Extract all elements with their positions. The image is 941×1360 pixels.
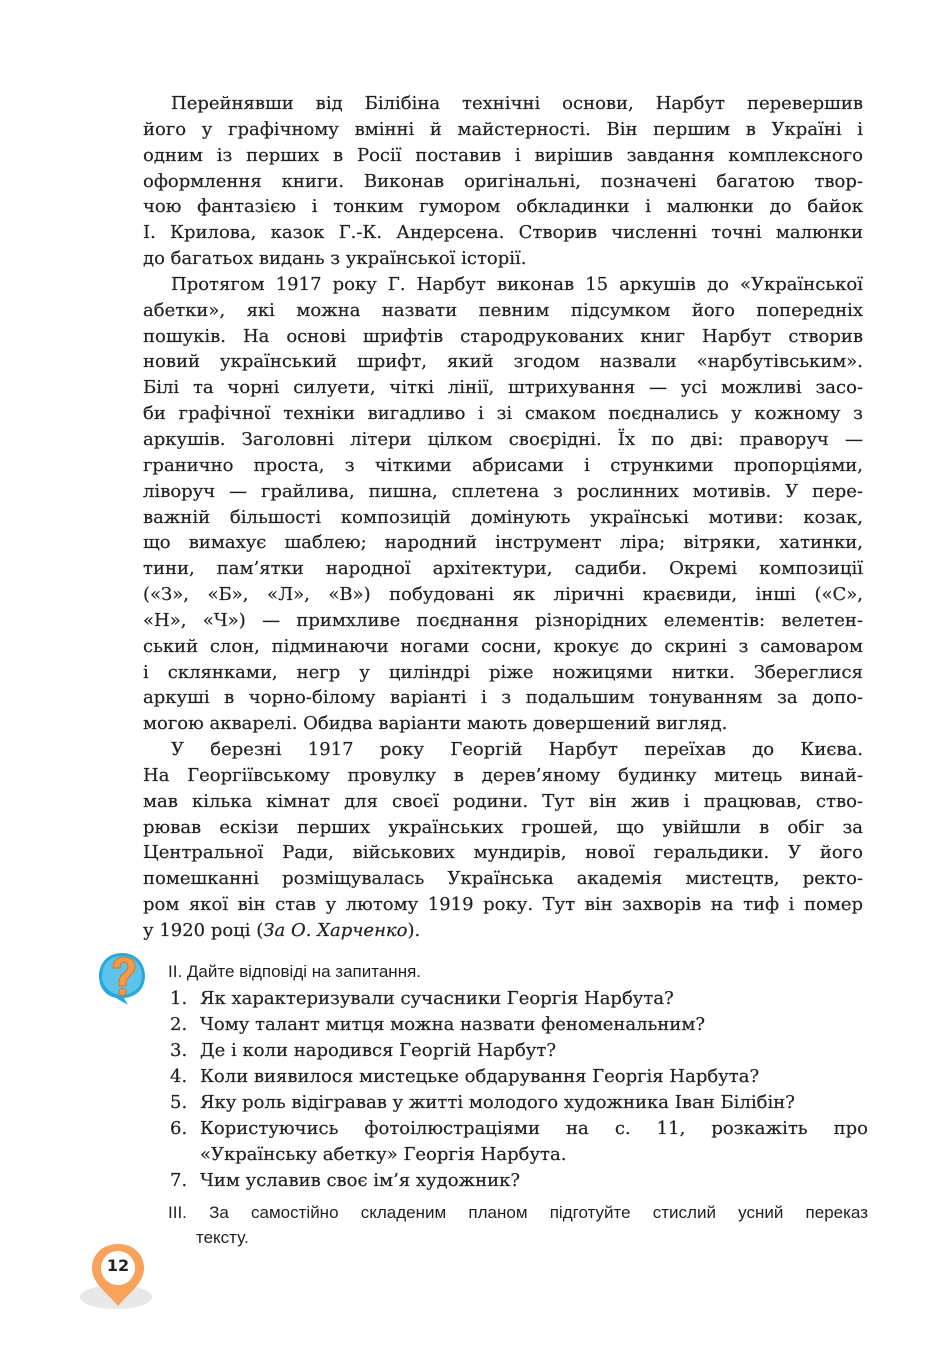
main-text xyxy=(143,91,863,944)
text-line: що вимахує шаблею; народний інструмент ліра; вітряки, хатинки, xyxy=(143,532,863,554)
text-line: ський слон, підминаючи ногами сосни, крокує до скрині з самоваром xyxy=(143,635,863,657)
text-line: оформлення книги. Виконав оригінальні, позначені багатою твор- xyxy=(143,170,863,192)
text-line: мав кілька кімнат для своєї родини. Тут він жив і працював, ство- xyxy=(143,790,863,812)
question-text: Коли виявилося мистецьке обдарування Георгія Нарбута? xyxy=(200,1066,760,1087)
question-number: 5. xyxy=(170,1092,188,1113)
page-number: 12 xyxy=(106,1256,130,1275)
text-line: Центральної Ради, військових мундирів, нової геральдики. У його xyxy=(143,842,863,864)
text-line: аркуші в чорно-білому варіанті і з подальшим тонуванням за допо- xyxy=(143,687,863,709)
text-line: У березні 1917 року Георгій Нарбут переїхав до Києва. xyxy=(171,739,863,761)
text-line-start: у 1920 році ( xyxy=(143,920,264,941)
task-3-line: тексту. xyxy=(196,1228,249,1247)
citation-author: За О. Харченко xyxy=(263,920,408,941)
text-line: чою фантазією і тонким гумором обкладинки і малюнки до байок xyxy=(143,196,863,218)
text-line: і склянками, негр у циліндрі ріже ножицями нитки. Збереглися xyxy=(143,661,863,683)
text-line: гранично проста, з чіткими абрисами і стрункими пропорціями, xyxy=(143,454,863,476)
text-line: «Н», «Ч») — примхливе поєднання різнорідних елементів: велетен- xyxy=(143,609,863,631)
list-item xyxy=(168,1012,868,1038)
paragraph-1 xyxy=(143,91,863,272)
text-line: рював ескізи перших українських грошей, що увійшли в обіг за xyxy=(143,816,863,838)
paragraph-2 xyxy=(143,272,863,737)
text-line: помешканні розміщувалась Українська академія мистецтв, ректо- xyxy=(143,868,863,890)
question-list xyxy=(168,986,868,1194)
text-line: пошуків. На основі шрифтів стародрукованих книг Нарбут створив xyxy=(143,325,863,347)
list-item xyxy=(168,1090,868,1116)
question-text: Яку роль відігравав у житті молодого художника Іван Білібін? xyxy=(200,1092,795,1113)
question-text: Як характеризували сучасники Георгія Нарбута? xyxy=(200,988,674,1009)
text-line: його у графічному вмінні й майстерності. Він першим в Україні і xyxy=(143,118,863,140)
text-line: одним із перших в Росії поставив і вирішив завдання комплексного xyxy=(143,144,863,166)
text-line: («З», «Б», «Л», «В») побудовані як ліричні краєвиди, інші («С», xyxy=(143,584,863,606)
list-item xyxy=(168,1038,868,1064)
question-text: Чим уславив своє ім’я художник? xyxy=(200,1170,520,1191)
question-number: 7. xyxy=(170,1170,188,1191)
text-line: ром якої він став у лютому 1919 року. Тут він захворів на тиф і помер xyxy=(143,894,863,916)
list-item xyxy=(168,1064,868,1090)
task-3-line: ІІІ. За самостійно складеним планом підготуйте стислий усний переказ xyxy=(168,1203,868,1222)
question-line: Користуючись фотоілюстраціями на с. 11, розкажіть про xyxy=(200,1118,868,1139)
question-text xyxy=(200,1116,868,1168)
text-line: Перейнявши від Білібіна технічні основи, Нарбут перевершив xyxy=(171,93,863,114)
text-line: би графічної техніки вигадливо і зі смаком поєднались у кожному з xyxy=(143,403,863,425)
text-line xyxy=(143,918,863,944)
text-line: ліворуч — грайлива, пишна, сплетена з рослинних мотивів. У пере- xyxy=(143,480,863,502)
text-line: Протягом 1917 року Г. Нарбут виконав 15 аркушів до «Української xyxy=(171,273,863,295)
question-line: «Українську абетку» Георгія Нарбута. xyxy=(200,1144,567,1165)
question-text: Чому талант митця можна назвати феноменальним? xyxy=(200,1014,705,1035)
paragraph-3 xyxy=(143,737,863,944)
text-line: до багатьох видань з української історії. xyxy=(143,248,527,270)
question-text: Де і коли народився Георгій Нарбут? xyxy=(200,1040,557,1061)
text-line: На Георгіївському провулку в дерев’яному будинку митець винай- xyxy=(143,764,863,786)
task-2-heading: ІІ. Дайте відповіді на запитання. xyxy=(168,962,422,981)
question-number: 2. xyxy=(170,1014,188,1035)
task-3 xyxy=(168,1200,868,1250)
question-number: 6. xyxy=(170,1118,188,1139)
list-item xyxy=(168,986,868,1012)
text-line: важній більшості композицій домінують українські мотиви: козак, xyxy=(143,506,863,528)
question-mark-icon xyxy=(96,947,148,1007)
question-number: 3. xyxy=(170,1040,188,1061)
text-line: тини, пам’ятки народної архітектури, садиби. Окремі композиції xyxy=(143,558,863,580)
tasks-block xyxy=(168,960,868,1250)
list-item xyxy=(168,1116,868,1168)
question-number: 1. xyxy=(170,988,188,1009)
text-line: абетки», які можна назвати певним підсумком його попередніх xyxy=(143,299,863,321)
text-line: Білі та чорні силуети, чіткі лінії, штрихування — усі можливі засо- xyxy=(143,377,863,399)
text-line: новий український шрифт, який згодом назвали «нарбутівським». xyxy=(143,351,863,373)
text-line: могою акварелі. Обидва варіанти мають довершений вигляд. xyxy=(143,713,728,735)
list-item xyxy=(168,1168,868,1194)
citation-close: ). xyxy=(407,920,421,941)
text-line: І. Крилова, казок Г.-К. Андерсена. Створив численні точні малюнки xyxy=(143,222,863,244)
question-number: 4. xyxy=(170,1066,188,1087)
text-line: аркушів. Заголовні літери цілком своєрідні. Їх по дві: праворуч — xyxy=(143,428,863,450)
page-marker-icon xyxy=(78,1242,162,1312)
